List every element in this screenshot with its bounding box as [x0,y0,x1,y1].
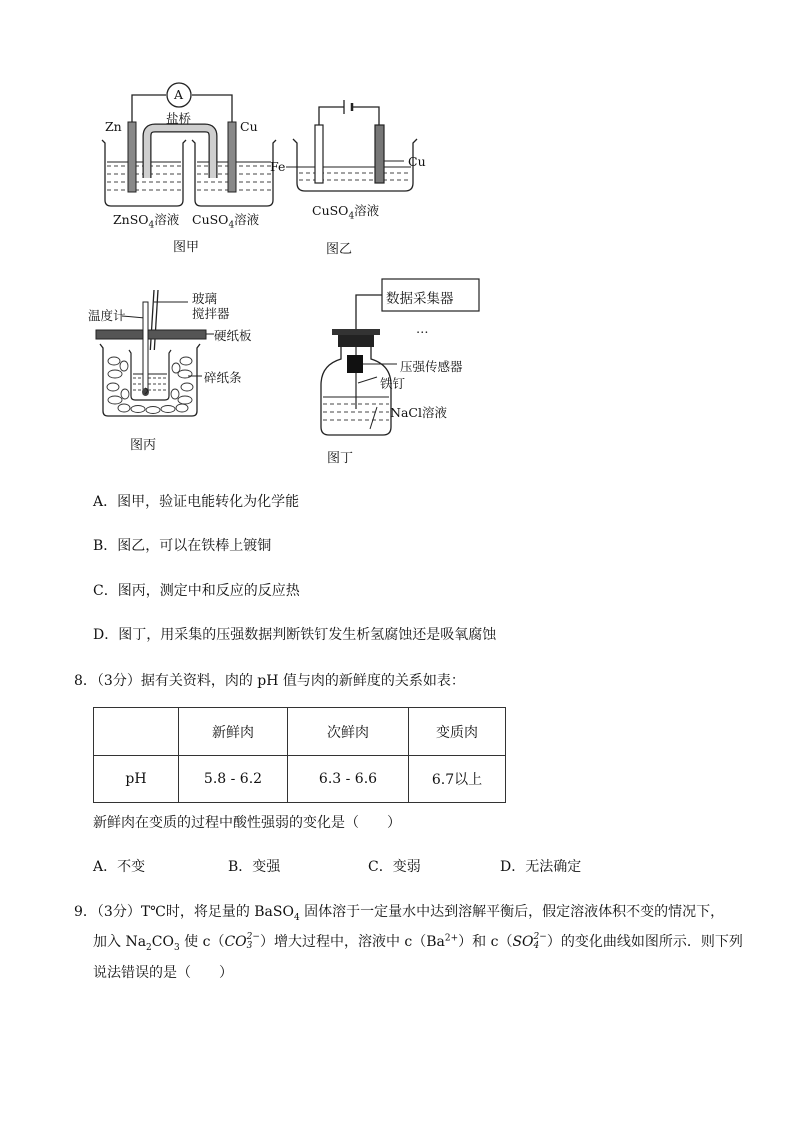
stirrer-label-line2: 搅拌器 [192,306,230,321]
pressure-sensor-label: 压强传感器 [400,359,463,374]
table-cell: 6.7以上 [409,756,506,803]
figure-ding [315,277,515,467]
salt-bridge-label: 盐桥 [166,111,192,126]
board-label: 硬纸板 [214,328,252,343]
figure-bing-caption: 图丙 [130,438,157,453]
figure-yi [268,95,448,265]
q8-option-d[interactable]: D．无法确定 [500,859,582,875]
ph-freshness-table [93,707,506,803]
q8-stem: 8．（3分）据有关资料，肉的 pH 值与肉的新鲜度的关系如表： [74,673,465,689]
q7-option-a[interactable]: A．图甲，验证电能转化为化学能 [93,494,300,510]
data-collector-label: 数据采集器 [386,291,454,307]
q8-option-b[interactable]: B．变强 [228,859,281,875]
q8-question: 新鲜肉在变质的过程中酸性强弱的变化是（ ） [93,815,401,831]
fe-electrode-label: Fe [270,159,286,174]
figure-ding-caption: 图丁 [327,451,354,466]
paper-scraps-label: 碎纸条 [204,370,242,385]
table-row [94,708,506,756]
zn-electrode-label: Zn [105,119,122,134]
table-row [94,756,506,803]
cuso4-solution-label: CuSO$_4$溶液 [192,212,260,231]
q7-option-c[interactable]: C．图丙，测定中和反应的反应热 [93,583,300,599]
figure-jia [95,78,285,263]
table-cell: 次鲜肉 [288,708,409,756]
iron-nail-label: 铁钉 [380,376,406,391]
figure-bing [88,286,258,461]
cu-electrode-label: Cu [408,154,426,169]
q9-line-3: 说法错误的是（ ） [93,965,233,981]
q8-option-c[interactable]: C．变弱 [368,859,421,875]
table-cell: pH [94,756,179,803]
sulfate-ion: SO 2− 4 [512,932,547,951]
q7-option-b[interactable]: B．图乙，可以在铁棒上镀铜 [93,538,272,554]
q8-option-a[interactable]: A．不变 [93,859,146,875]
table-cell: 变质肉 [409,708,506,756]
table-cell: 6.3 - 6.6 [288,756,409,803]
cu-electrode-label: Cu [240,119,258,134]
electroplating-diagram [268,95,448,265]
znso4-solution-label: ZnSO$_4$溶液 [113,212,180,231]
q9-line-1: 9．（3分）T℃时，将足量的 BaSO$_4$ 固体溶于一定量水中达到溶解平衡后，假定溶液体积不变的情况下， [74,904,725,923]
cuso4-solution-label: CuSO$_4$溶液 [312,203,380,222]
carbonate-ion: CO 2− 3 [224,932,260,951]
figure-jia-caption: 图甲 [173,240,200,255]
table-cell: 5.8 - 6.2 [179,756,288,803]
stirrer-label-line1: 玻璃 [192,291,218,306]
figure-yi-caption: 图乙 [326,242,353,257]
q7-option-d[interactable]: D．图丁，用采集的压强数据判断铁钉发生析氢腐蚀还是吸氧腐蚀 [93,627,497,643]
thermometer-label: 温度计 [88,308,126,323]
table-cell [94,708,179,756]
ellipsis-label: … [416,321,429,336]
nacl-solution-label: NaCl溶液 [390,405,447,420]
table-cell: 新鲜肉 [179,708,288,756]
q9-line-2: 加入 $Na_2CO_3$ 使 c（CO 2− 3 ）增大过程中，溶液中 $c(Ba^{2+})$和 c（SO 2− 4 ）的变化曲线如图所示．则下列 [93,932,743,953]
ammeter-label: A [174,87,184,102]
